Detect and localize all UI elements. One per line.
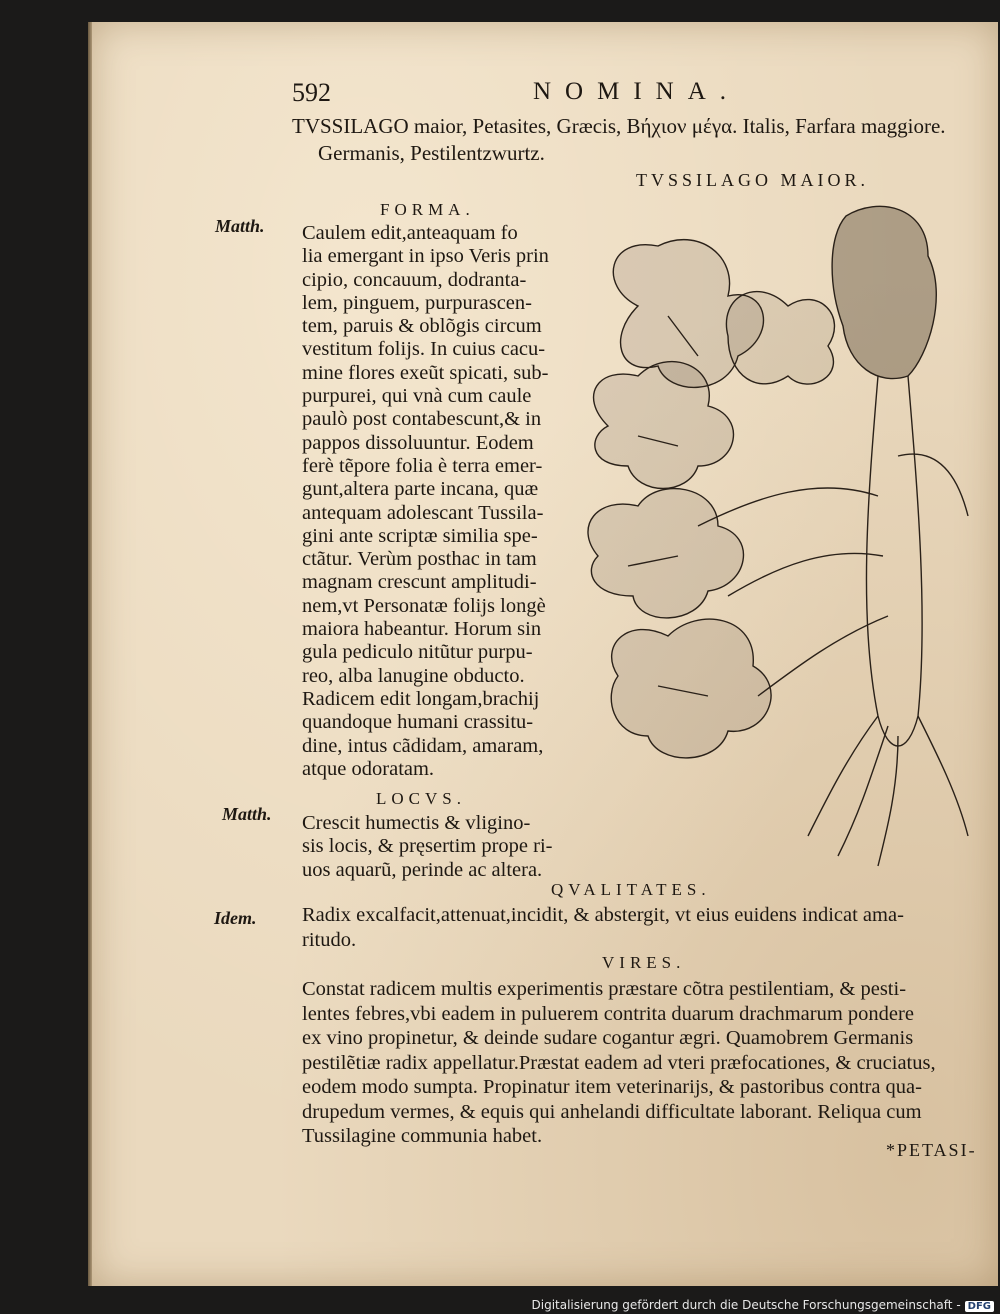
text-line: Radicem edit longam,brachij <box>302 687 540 710</box>
text-line: cipio, concauum, dodranta- <box>302 268 527 291</box>
text-line: purpurei, qui vnà cum caule <box>302 385 532 408</box>
text-line: eodem modo sumpta. Propinatur item veterinarijs, & pastoribus contra qua- <box>302 1076 922 1098</box>
text-line: gunt,altera parte incana, quæ <box>302 478 539 501</box>
text-line: Tussilagine communia habet. <box>302 1125 543 1147</box>
dfg-logo: DFG <box>965 1301 994 1312</box>
text-line: dine, intus cãdidam, amaram, <box>302 734 544 757</box>
locus-text <box>302 812 564 882</box>
text-line: ferè tẽpore folia è terra emer- <box>302 454 543 477</box>
text-line: atque odoratam. <box>302 757 435 780</box>
text-line: ex vino propinetur, & deinde sudare cogantur ægri. Quamobrem Germanis <box>302 1027 914 1049</box>
text-line: Constat radicem multis experimentis præstare cõtra pestilentiam, & pesti- <box>302 978 907 1000</box>
text-line: mine flores exeũt spicati, sub- <box>302 361 549 384</box>
text-line: lem, pinguem, purpurascen- <box>302 291 532 314</box>
plant-woodcut-illustration <box>578 196 974 876</box>
text-line: pestilẽtiæ radix appellatur.Præstat eadem ad vteri præfocationes, & cruciatus, <box>302 1051 936 1074</box>
text-line: Radix excalfacit,attenuat,incidit, & abstergit, vt eius euidens indicat ama- <box>302 904 904 926</box>
text-line: quandoque humani crassitu- <box>302 711 534 734</box>
text-line: paulò post contabescunt,& in <box>302 408 542 431</box>
margin-note-locus: Matth. <box>222 804 272 824</box>
text-line: antequam adolescant Tussila- <box>302 501 544 524</box>
text-line: drupedum vermes, & equis qui anhelandi difficultate laborant. Reliqua cum <box>302 1100 922 1123</box>
vires-heading: VIRES. <box>602 953 686 972</box>
forma-heading: FORMA. <box>380 200 475 219</box>
text-line: reo, alba lanugine obducto. <box>302 664 525 687</box>
text-line: maiora habeantur. Horum sin <box>302 618 542 641</box>
text-line: sis locis, & pręsertim prope ri- <box>302 835 553 858</box>
figure-title: TVSSILAGO MAIOR. <box>636 170 870 190</box>
qualitates-heading: QVALITATES. <box>551 880 711 899</box>
nomina-line-2: Germanis, Pestilentzwurtz. <box>318 141 545 165</box>
text-line: pappos dissoluuntur. Eodem <box>302 431 534 454</box>
qualitates-text <box>302 904 992 953</box>
text-line: gula pediculo nitũtur purpu- <box>302 641 533 664</box>
text-line: nem,vt Personatæ folijs longè <box>302 594 546 617</box>
catchword: *PETASI- <box>886 1140 977 1160</box>
page-number: 592 <box>292 78 331 107</box>
text-line: magnam crescunt amplitudi- <box>302 571 537 594</box>
text-line: uos aquarũ, perinde ac altera. <box>302 858 543 881</box>
footer-text: Digitalisierung gefördert durch die Deutsche Forschungsgemeinschaft - <box>531 1298 961 1312</box>
text-line: ctãtur. Verùm posthac in tam <box>302 548 537 571</box>
text-line: Crescit humectis & vligino- <box>302 812 531 834</box>
running-title: NOMINA. <box>533 78 741 105</box>
margin-note-forma: Matth. <box>215 216 265 236</box>
nomina-line-1: TVSSILAGO maior, Petasites, Græcis, Βήχιον μέγα. Italis, Farfara maggiore. <box>292 114 946 138</box>
margin-note-qualitates: Idem. <box>214 908 257 928</box>
text-line: Caulem edit,anteaquam fo <box>302 222 518 244</box>
text-line: tem, paruis & oblõgis circum <box>302 315 542 338</box>
digitization-footer <box>532 1298 995 1312</box>
forma-text <box>302 222 564 781</box>
text-line: ritudo. <box>302 928 357 951</box>
vires-text <box>302 978 992 1150</box>
text-line: lia emergant in ipso Veris prin <box>302 245 549 268</box>
text-line: gini ante scriptæ similia spe- <box>302 524 538 547</box>
text-line: vestitum folijs. In cuius cacu- <box>302 338 546 361</box>
text-line: lentes febres,vbi eadem in puluerem contrita duarum drachmarum pondere <box>302 1002 914 1025</box>
locus-heading: LOCVS. <box>376 789 466 808</box>
